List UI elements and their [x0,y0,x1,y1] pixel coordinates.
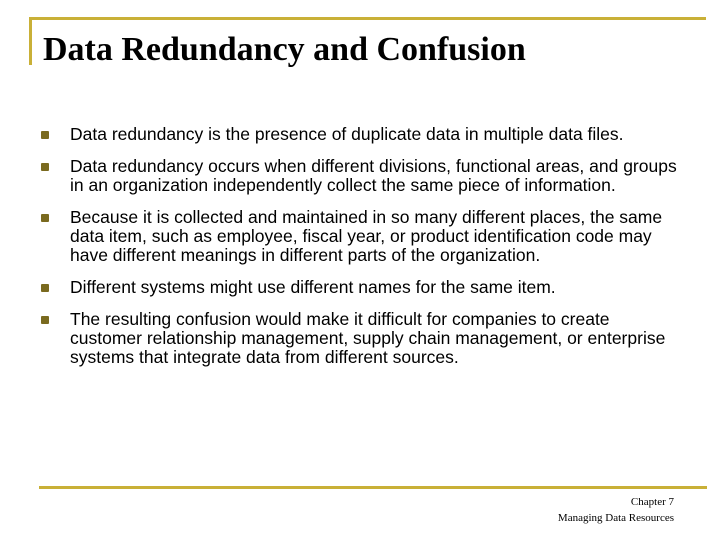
bullet-item [40,208,680,265]
bullet-text: Because it is collected and maintained in so many different places, the same data item, such as employee, fiscal year, or product identification code may have different meanings in different parts of the organization. [70,207,663,265]
bullet-text: Different systems might use different names for the same item. [70,277,556,297]
footer [558,494,674,526]
bullet-item [40,310,680,367]
square-bullet-icon [41,214,49,222]
bullet-item [40,157,680,195]
bullet-item [40,125,680,144]
bullet-list [40,125,680,380]
footer-divider [39,486,707,489]
bullet-text: The resulting confusion would make it difficult for companies to create customer relationship management, supply chain management, or enterprise systems that integrate data from different sources. [70,309,666,367]
footer-chapter: Chapter 7 [630,496,674,508]
square-bullet-icon [41,316,49,324]
square-bullet-icon [41,163,49,171]
square-bullet-icon [41,284,49,292]
square-bullet-icon [41,131,49,139]
footer-subtitle: Managing Data Resources [557,512,674,524]
bullet-item [40,278,680,297]
bullet-text: Data redundancy is the presence of duplicate data in multiple data files. [70,124,624,144]
slide-title: Data Redundancy and Confusion [43,31,526,68]
bullet-text: Data redundancy occurs when different divisions, functional areas, and groups in an organization independently collect the same piece of information. [70,156,677,195]
